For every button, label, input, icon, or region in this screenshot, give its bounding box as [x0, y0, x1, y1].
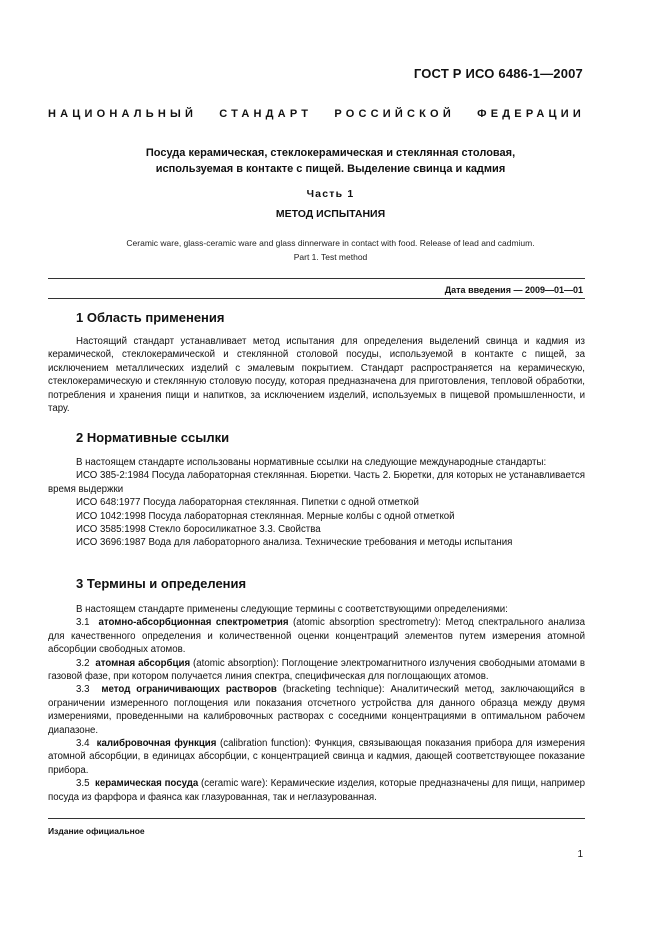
section-3-body: [48, 603, 585, 804]
term-number: 3.5: [76, 778, 90, 790]
section-1-body: [48, 335, 585, 415]
term-number: 3.2: [76, 657, 90, 669]
term-text: (atomic absorption): Поглощение электромагнитного излучения свободными атомами в газовой фазе, при котором получается линия спектра, специфическая для поглощающих атомов.: [48, 657, 585, 683]
term-text: (ceramic ware): Керамические изделия, которые предназначены для пищи, например посуда из фарфора и фаянса как глазурованная, так и неглазурованная.: [48, 778, 585, 803]
date-divider: [48, 298, 585, 299]
section-3-heading: 3 Термины и определения: [76, 576, 247, 591]
reference-item: ИСО 648:1977 Посуда лабораторная стеклянная. Пипетки с одной отметкой: [76, 497, 419, 509]
term-number: 3.4: [76, 738, 90, 750]
term-definition: [48, 616, 585, 656]
term-definition: [48, 683, 585, 737]
term-number: 3.1: [76, 617, 90, 629]
section-1-paragraph: Настоящий стандарт устанавливает метод испытания для определения выделений свинца и кадмия из керамической, стеклокерамической и стеклянной столовой посуды, используемой в контакте с пищей, за исключением металлических изделий с эмалевым покрытием. Стандарт распространяется на керамическую, стеклокерамическую и стеклянную столовую посуду, которая предназначена для приготовления, тепловой обработки, потребления и хранения пищи и напитков, за исключением изделий, используемых в пищевой промышленности, и тару.: [48, 336, 585, 415]
title-line-2: используемая в контакте с пищей. Выделение свинца и кадмия: [155, 163, 506, 175]
reference-item: ИСО 3585:1998 Стекло боросиликатное 3.3. Свойства: [76, 524, 321, 536]
method-label: МЕТОД ИСПЫТАНИЯ: [275, 208, 386, 220]
section-2-intro: В настоящем стандарте использованы нормативные ссылки на следующие международные стандарты:: [76, 457, 547, 468]
title-line-1: Посуда керамическая, стеклокерамическая и стеклянная столовая,: [145, 147, 516, 159]
part-label: Часть 1: [306, 188, 355, 200]
term-text: (bracketing technique): Аналитический метод, заключающийся в ограничении измеренного поглощения или показания отсчетного устройства для данного образца между двумя измерениями, проведенными на калибровочных растворах с соседними концентрациями в оптимальном рабочем диапазоне.: [48, 684, 585, 736]
reference-item: ИСО 3696:1987 Вода для лабораторного анализа. Технические требования и методы испытания: [76, 537, 513, 549]
section-3-intro: В настоящем стандарте применены следующие термины с соответствующими определениями:: [76, 604, 508, 615]
term-name: атомно-абсорбционная спектрометрия: [98, 617, 289, 629]
top-divider: [48, 278, 585, 279]
english-title: [60, 236, 601, 264]
official-edition-label: Издание официальное: [48, 826, 145, 836]
standard-code: ГОСТ Р ИСО 6486-1—2007: [413, 66, 583, 81]
term-definition: [48, 777, 585, 804]
english-title-line-1: Ceramic ware, glass-ceramic ware and glass dinnerware in contact with food. Release of lead and cadmium.: [126, 238, 535, 248]
term-name: метод ограничивающих растворов: [101, 684, 277, 696]
section-1-heading: 1 Область применения: [76, 310, 225, 325]
footer-divider: [48, 818, 585, 819]
term-definition: [48, 657, 585, 684]
document-title: [76, 145, 585, 177]
term-name: керамическая посуда: [94, 778, 199, 790]
section-2-heading: 2 Нормативные ссылки: [76, 430, 230, 445]
section-2-body: [48, 456, 585, 550]
term-name: калибровочная функция: [96, 738, 217, 750]
term-number: 3.3: [76, 684, 90, 696]
national-standard-banner: НАЦИОНАЛЬНЫЙ СТАНДАРТ РОССИЙСКОЙ ФЕДЕРАЦИИ: [48, 108, 585, 120]
term-name: атомная абсорбция: [95, 657, 191, 669]
reference-item: ИСО 385-2:1984 Посуда лабораторная стеклянная. Бюретки. Часть 2. Бюретки, для которых не устанавливается время выдержки: [48, 470, 585, 495]
term-text: (calibration function): Функция, связывающая показания прибора для измерения атомной абсорбции, в единицах абсорбции, с концентрацией свинца и кадмия, дающей соответствующее показание прибора.: [48, 738, 585, 776]
term-definition: [48, 737, 585, 777]
introduction-date: Дата введения — 2009—01—01: [444, 285, 583, 295]
reference-item: ИСО 1042:1998 Посуда лабораторная стеклянная. Мерные колбы с одной отметкой: [76, 510, 455, 522]
english-title-line-2: Part 1. Test method: [293, 252, 368, 262]
page-number: 1: [577, 849, 583, 860]
term-text: (atomic absorption spectrometry): Метод спектрального анализа для качественного определения и количественной оценки концентраций элементов путем измерения атомной абсорбции свободных атомов.: [48, 617, 585, 656]
